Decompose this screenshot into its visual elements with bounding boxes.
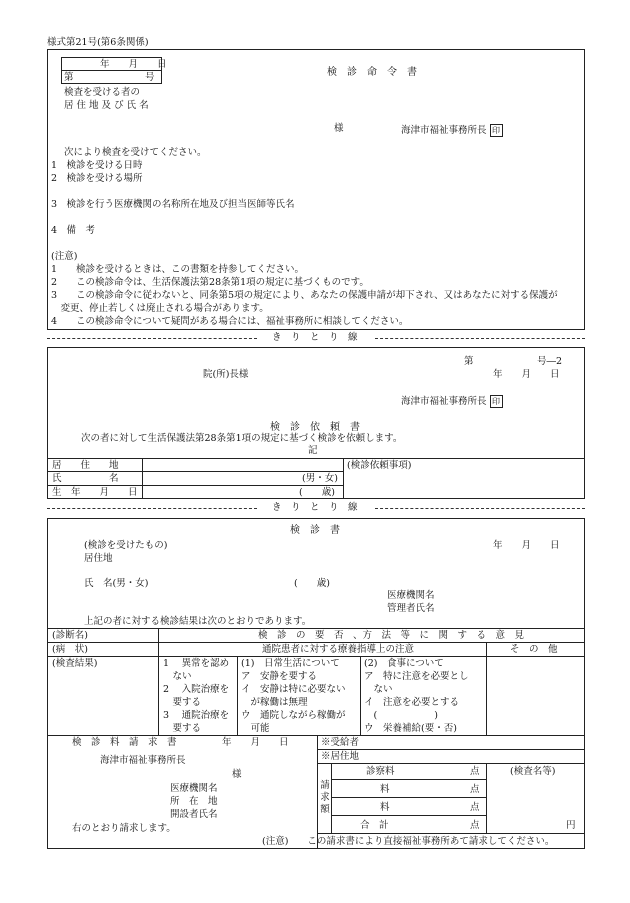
claim-honorific: 様 — [232, 769, 242, 780]
institution-label: 医療機関名 — [387, 590, 435, 601]
order-no-suffix: 号 — [145, 72, 155, 83]
order-item-1: 1 検診を受ける日時 — [51, 160, 143, 171]
divider — [486, 763, 487, 833]
note-1: 1 検診を受けるときは、この書類を持参してください。 — [51, 264, 305, 275]
claim-location-label: 所 在 地 — [170, 796, 218, 807]
divider — [47, 628, 585, 629]
divider — [47, 656, 585, 657]
cut-line-right — [375, 338, 585, 339]
daily-life-option: (1) 日常生活について — [241, 658, 340, 669]
divider — [343, 458, 344, 499]
exam-name-label: (検査名等) — [510, 766, 556, 777]
note-3-cont: 変更、停止若しくは廃止される場合があります。 — [51, 303, 269, 314]
recipient-label-2: 居 住 地 及 び 氏 名 — [64, 100, 149, 111]
yen-unit: 円 — [566, 820, 576, 831]
treatment-option: ない — [163, 671, 192, 682]
report-date: 年 月 日 — [493, 540, 560, 551]
claim-amount-vertical-label: 請求額 — [320, 780, 330, 815]
treatment-option: 3 通院治療を — [163, 710, 230, 721]
claim-founder-label: 開設者氏名 — [170, 809, 218, 820]
divider — [47, 485, 343, 486]
divider — [331, 815, 486, 816]
request-body: 次の者に対して生活保護法第28条第1項の規定に基づく検診を依頼します。 — [81, 433, 403, 444]
note-3: 3 この検診命令に従わないと、同条第5項の規定により、あなたの保護申請が却下され、又はあなたに対する保護が — [51, 290, 558, 301]
seal-mark: 印 — [490, 395, 503, 408]
treatment-option: 1 異常を認め — [163, 658, 230, 669]
note-2: 2 この検診命令は、生活保護法第28条第1項の規定に基づくものです。 — [51, 277, 369, 288]
request-issuer: 海津市福祉事務所長 印 — [401, 395, 503, 408]
cut-line-label: き り と り 線 — [272, 332, 358, 343]
guidance-header: 通院患者に対する療養指導上の注意 — [262, 644, 415, 655]
divider — [47, 642, 585, 643]
order-date: 年 月 日 — [100, 59, 167, 70]
name-sex-label: 氏 名(男・女) — [84, 578, 149, 589]
fee-row-label: 診察料 — [366, 766, 395, 777]
result-intro: 上記の者に対する検診結果は次のとおりであります。 — [84, 616, 312, 627]
claim-date: 年 月 日 — [222, 737, 289, 748]
divider — [142, 458, 143, 499]
request-title: 検 診 依 頼 書 — [270, 422, 360, 433]
daily-life-option: 可能 — [241, 723, 270, 734]
divider — [360, 656, 361, 736]
diet-option: ない — [364, 684, 393, 695]
fee-row-unit: 点 — [470, 766, 480, 777]
divider — [61, 70, 162, 71]
matters-label: (検診依頼事項) — [347, 460, 412, 471]
daily-life-option: ウ 通院しながら稼働が — [241, 710, 346, 721]
divider — [331, 763, 332, 833]
cut-line-left — [47, 508, 257, 509]
divider — [317, 735, 318, 849]
notes-heading: (注意) — [51, 251, 78, 262]
recipient-label-1: 検査を受ける者の — [64, 87, 141, 98]
divider — [317, 749, 585, 750]
order-no-prefix: 第 — [64, 72, 74, 83]
fee-row-unit: 点 — [470, 784, 480, 795]
birthdate-label: 生 年 月 日 — [52, 487, 138, 498]
divider — [158, 628, 159, 736]
patient-label: ※受給者 — [321, 737, 360, 748]
order-title: 検 診 命 令 書 — [327, 67, 417, 78]
divider — [331, 797, 486, 798]
age-field: ( 歳) — [299, 487, 335, 498]
seal-mark: 印 — [490, 124, 503, 137]
opinion-header: 検 診 の 要 否 、方 法 等 に 関 す る 意 見 — [258, 630, 525, 641]
diet-option: ウ 栄養補給(要・否) — [364, 723, 457, 734]
order-item-4: 4 備 考 — [51, 225, 96, 236]
daily-life-option: が稼働は無理 — [241, 697, 308, 708]
address-label: 居住地 — [84, 553, 113, 564]
treatment-option: 2 入院治療を — [163, 684, 230, 695]
note-4: 4 この検診命令について疑問がある場合には、福祉事務所に相談してください。 — [51, 316, 409, 327]
cut-line-label: き り と り 線 — [272, 502, 358, 513]
other-header: そ の 他 — [510, 644, 558, 655]
divider — [486, 642, 487, 736]
condition-label: (病 状) — [52, 644, 88, 655]
order-item-3: 3 検診を行う医療機関の名称所在地及び担当医師等氏名 — [51, 199, 295, 210]
result-label: (検査結果) — [52, 658, 98, 669]
manager-label: 管理者氏名 — [387, 603, 435, 614]
age-label: ( 歳) — [294, 578, 330, 589]
divider — [317, 763, 585, 764]
divider — [331, 779, 486, 780]
fee-row-unit: 点 — [470, 802, 480, 813]
request-date: 年 月 日 — [493, 369, 560, 380]
residence-label: ※居住地 — [321, 751, 360, 762]
daily-life-option: ア 安静を要する — [241, 671, 318, 682]
diagnosis-label: (診断名) — [52, 630, 88, 641]
ki-mark: 記 — [308, 445, 318, 456]
cut-line-right — [375, 508, 585, 509]
form-number: 様式第21号(第6条関係) — [47, 37, 149, 48]
treatment-option: 要する — [163, 723, 202, 734]
subject-label: (検診を受けたもの) — [84, 540, 168, 551]
request-no-prefix: 第 — [464, 356, 474, 367]
diet-option: イ 注意を必要とする — [364, 697, 460, 708]
hospital-addressee: 院(所)長様 — [203, 369, 249, 380]
divider — [47, 458, 585, 459]
report-title: 検 診 書 — [290, 525, 340, 536]
order-intro: 次により検査を受けてください。 — [64, 147, 207, 158]
recipient-honorific: 様 — [334, 123, 344, 134]
claim-title: 検 診 料 請 求 書 — [72, 737, 177, 748]
total-label: 合 計 — [360, 820, 389, 831]
order-item-2: 2 検診を受ける場所 — [51, 173, 143, 184]
claim-closing: 右のとおり請求します。 — [72, 823, 176, 834]
diet-option: (2) 食事について — [364, 658, 444, 669]
fee-row-label: 料 — [380, 784, 390, 795]
diet-option: ( ) — [364, 710, 438, 721]
request-no-suffix: 号―2 — [537, 356, 563, 367]
claim-addressee: 海津市福祉事務所長 — [100, 755, 186, 766]
divider — [237, 656, 238, 736]
daily-life-option: イ 安静は特に必要ない — [241, 684, 346, 695]
fee-row-label: 料 — [380, 802, 390, 813]
divider — [47, 471, 343, 472]
total-unit: 点 — [470, 820, 480, 831]
sex-field: (男・女) — [302, 473, 338, 484]
divider — [317, 833, 585, 834]
treatment-option: 要する — [163, 697, 202, 708]
cut-line-left — [47, 338, 257, 339]
claim-institution-label: 医療機関名 — [170, 783, 218, 794]
name-label: 氏 名 — [52, 473, 119, 484]
residence-label: 居 住 地 — [52, 460, 119, 471]
claim-note: (注意) この請求書により直接福祉事務所あて請求してください。 — [262, 836, 555, 847]
diet-option: ア 特に注意を必要とし — [364, 671, 469, 682]
order-issuer: 海津市福祉事務所長 印 — [401, 124, 503, 137]
